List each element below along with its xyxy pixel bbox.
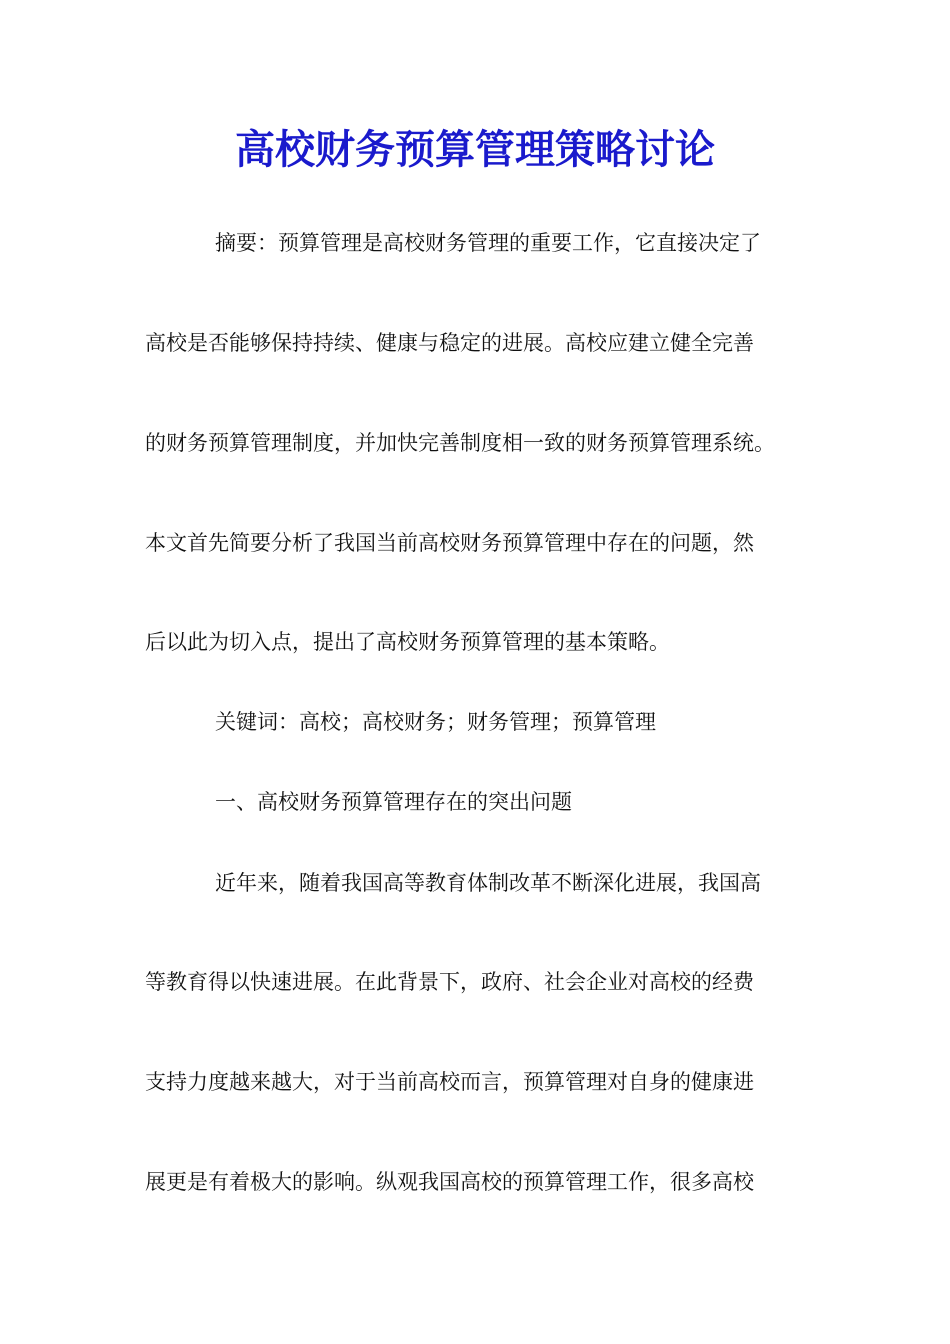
body-line-3: 支持力度越来越大，对于当前高校而言，预算管理对自身的健康进: [145, 1070, 754, 1094]
abstract-line-5: 后以此为切入点，提出了高校财务预算管理的基本策略。: [145, 630, 670, 654]
body-line-4: 展更是有着极大的影响。纵观我国高校的预算管理工作，很多高校: [145, 1170, 754, 1194]
body-line-2: 等教育得以快速进展。在此背景下，政府、社会企业对高校的经费: [145, 970, 754, 994]
abstract-line-3: 的财务预算管理制度，并加快完善制度相一致的财务预算管理系统。: [145, 431, 775, 455]
section-heading-1: 一、高校财务预算管理存在的突出问题: [215, 790, 572, 814]
abstract-line-4: 本文首先简要分析了我国当前高校财务预算管理中存在的问题，然: [145, 531, 754, 555]
abstract-line-2: 高校是否能够保持持续、健康与稳定的进展。高校应建立健全完善: [145, 331, 754, 355]
document-title: 高校财务预算管理策略讨论: [235, 126, 715, 173]
keywords-line: 关键词：高校；高校财务；财务管理；预算管理: [215, 710, 656, 734]
abstract-line-1: 摘要：预算管理是高校财务管理的重要工作，它直接决定了: [215, 231, 761, 255]
body-line-1: 近年来，随着我国高等教育体制改革不断深化进展，我国高: [215, 871, 761, 895]
